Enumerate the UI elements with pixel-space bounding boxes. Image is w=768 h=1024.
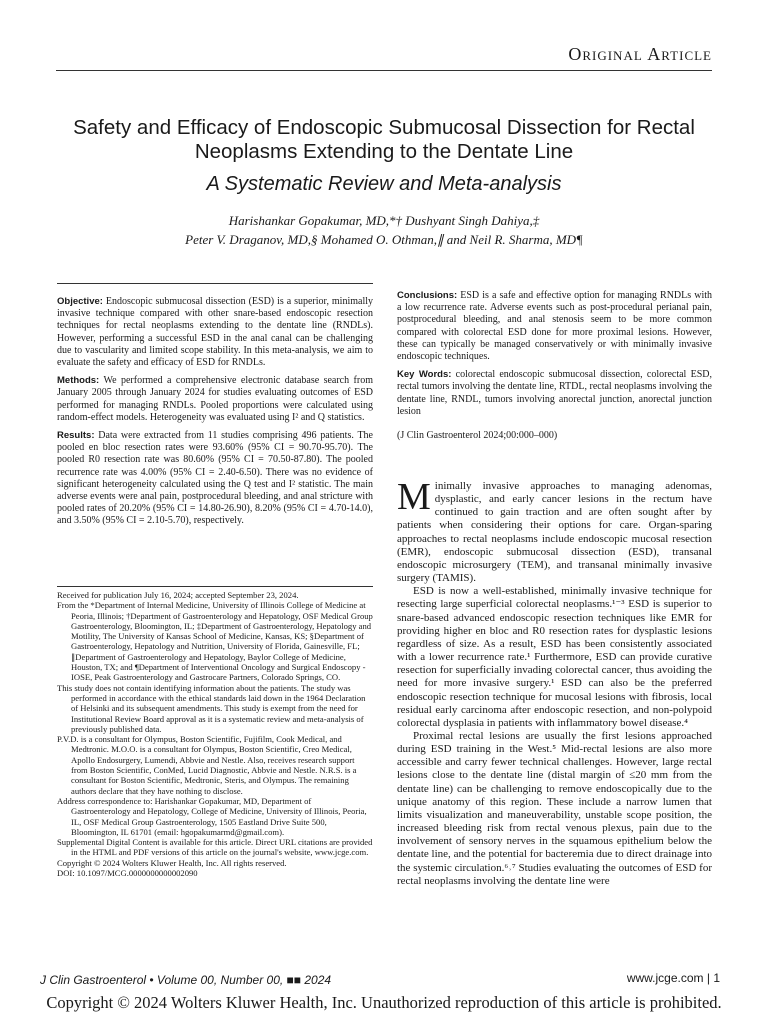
body-paragraph-1-text: inimally invasive approaches to managing adenomas, dysplastic, and early cancer lesions in the rectum have continued to gain traction and are often sought after by patients when considering their options for care. Organ-sparing approaches to rectal neoplasms include endoscopic mucosal resection (EMR), endoscopic submucosal dissection (ESD), transanal endoscopic microsurgery (TEM), and transanal minimally invasive surgery (TAMIS). — [397, 480, 712, 585]
note-affiliations: From the *Department of Internal Medicine, University of Illinois College of Medicine at Peoria, Illinois; †Department of Gastroenterology and Hepatology, OSF Medical Group Gastroenterology, Bloomington, IL; ‡Department of Gastroenterology, Hepatology and Motility, The University of Kansas School of Medicine, Kansas, KS; §Department of Gastroenterology, Hepatology and Nutrition, University of Florida, Gainesville, FL; ∥Department of Gastroenterology and Hepatology, Baylor College of Medicine, Houston, TX; and ¶Department of Interventional Oncology and Surgical Endoscopy - IOSE, Peak Gastroenterology and Gastrocare Partners, Colorado Springs, CO. — [57, 600, 373, 683]
author-line-1: Harishankar Gopakumar, MD,*† Dushyant Singh Dahiya,‡ — [228, 213, 540, 228]
abstract-keywords — [397, 369, 712, 418]
drop-cap: M — [397, 476, 431, 518]
methods-heading: Methods: — [57, 375, 100, 387]
article-type-label: Original Article — [568, 44, 712, 64]
note-ethics: This study does not contain identifying information about the patients. The study was performed in accordance with the ethical standards laid down in the 1964 Declaration of Helsinki and its subsequent amendments. This study is exempt from the need for Institutional Review Board approval as it is a systematic review and meta-analysis of previously published data. — [57, 682, 366, 734]
journal-citation: (J Clin Gastroenterol 2024;00:000–000) — [397, 430, 558, 441]
article-notes — [57, 590, 373, 878]
note-supplemental: Supplemental Digital Content is available for this article. Direct URL citations are provided in the HTML and PDF versions of this article on the journal's website, www.jcge.com. — [57, 837, 373, 858]
author-line-2: Peter V. Draganov, MD,§ Mohamed O. Othman,∥ and Neil R. Sharma, MD¶ — [185, 232, 583, 247]
abstract-conclusions — [397, 290, 712, 363]
abstract-results — [57, 430, 373, 528]
keywords-heading: Key Words: — [397, 369, 452, 381]
footer-journal-text: J Clin Gastroenterol • Volume 00, Number 00, ■■ 2024 — [40, 973, 332, 987]
keywords-text: colorectal endoscopic submucosal dissection, colorectal ESD, rectal tumors involving the dentate line, RTDL, rectal neoplasms involving the dentate line, RNDL, tumors involving anorectal junction, anorectal junction lesion — [397, 369, 712, 417]
abstract-methods — [57, 375, 373, 424]
footer-journal-info — [40, 973, 331, 987]
note-received: Received for publication July 16, 2024; accepted September 23, 2024. — [57, 590, 299, 600]
abstract-right-column — [397, 290, 712, 424]
objective-heading: Objective: — [57, 296, 103, 307]
conclusions-heading: Conclusions: — [397, 290, 458, 301]
body-paragraph-1 — [397, 476, 712, 585]
results-heading: Results: — [57, 430, 95, 442]
abstract-left-column — [57, 296, 373, 534]
results-text: Data were extracted from 11 studies comprising 496 patients. The pooled en bloc resection rates were 93.60% (95% CI = 90.70-95.70). The pooled R0 resection rate was 80.60% (95% CI = 70.50-87.80). The pooled recurrence rate was 4.00% (95% CI = 2.40-6.50). There was no evidence of significant heterogeneity calculated using the Q test and I² statistic. The main adverse events were anal pain, postprocedural bleeding, and anal stricture with pooled rates of 20.20% (95% CI = 14.80-26.90), 8.20% (95% CI = 4.70-14.0), and 3.50% (95% CI = 2.10-5.70), respectively. — [57, 430, 373, 527]
header-divider — [56, 70, 712, 71]
article-title: Safety and Efficacy of Endoscopic Submucosal Dissection for Rectal Neoplasms Extending to the Dentate Line — [73, 116, 695, 163]
abstract-divider — [57, 283, 373, 284]
note-doi: DOI: 10.1097/MCG.0000000000002090 — [57, 868, 198, 879]
notes-divider — [57, 586, 373, 587]
article-body — [397, 476, 712, 888]
methods-text: We performed a comprehensive electronic database search from January 2005 through January 2024 for studies evaluating outcomes of ESD performed for managing RNDLs. Pooled proportions were calculated using random-effect models. Heterogeneity was evaluated using I² and Q statistics. — [57, 375, 373, 423]
note-disclosures: P.V.D. is a consultant for Olympus, Boston Scientific, Fujifilm, Cook Medical, and Medtronic. M.O.O. is a consultant for Olympus, Boston Scientific, Creo Medical, Apollo Endosurgery, Lumendi, Abbvie and Nestle. Also, receives research support from Boston Scientific, ConMed, Lucid Diagnostic, Abbvie and Nestle. N.R.S. is a consultant for Boston Scientific, Medtronic, Steris, and Olympus. The remaining authors declare that they have nothing to disclose. — [57, 734, 357, 796]
conclusions-text: ESD is a safe and effective option for managing RNDLs with a low recurrence rate. Adverse events such as post-procedural perianal pain, postprocedural bleeding, and anal stenosis seem to be more common compared with colorectal ESD done for more proximal lesions. However, these can typically be managed conservatively or with minimally invasive endoscopic techniques. — [397, 290, 713, 363]
objective-text: Endoscopic submucosal dissection (ESD) is a superior, minimally invasive technique compared with other snare-based endoscopic resection techniques for rectal neoplasms extending to the dentate line (RNDLs). However, performing a successful ESD in the anal canal can be challenging due to vascularity and limited scope stability. In this meta-analysis, we aim to evaluate the safety and efficacy of ESD for RNDLs. — [57, 296, 373, 369]
copyright-notice: Copyright © 2024 Wolters Kluwer Health, Inc. Unauthorized reproduction of this article is prohibited. — [46, 993, 722, 1012]
footer-page-info: www.jcge.com | 1 — [626, 971, 720, 985]
body-paragraph-3: Proximal rectal lesions are usually the first lesions approached during ESD training in the West.⁵ Mid-rectal lesions are also more accessible and carry fewer technical challenges. However, large rectal lesions close to the dentate line (distal margin of ≤20 mm from the dentate line) can be challenging to remove endoscopically due to the unique anatomy of this region. These include a narrow lumen that limits visualization and maneuverability, unstable scope position, the increased bleeding risk from rectal venous plexus, pain due to the involvement of sensory nerves in the squamous epithelium below the dentate line, and the potential for bacteremia due to direct drainage into the systemic circulation.⁶˒⁷ Studies evaluating the outcomes of ESD for rectal neoplasms involving the dentate line were — [397, 729, 712, 887]
abstract-objective — [57, 296, 373, 369]
body-paragraph-2: ESD is now a well-established, minimally invasive technique for resecting large superficial colorectal neoplasms.¹⁻³ ESD is superior to snare-based advanced endoscopic resection techniques like EMR for providing higher en bloc and R0 resection rates for dysplastic lesions regardless of size. As a result, ESD has been consistently associated with a lower recurrence rate.¹ Furthermore, ESD can provide curative resection for superficially invading colorectal cancer, thus avoiding the need for more invasive surgery.¹ ESD can also be the preferred endoscopic resection technique for mucosal lesions with fibrosis, local residual early carcinoma after endoscopic resection, and non-polypoid colorectal dysplasia in patients with inflammatory bowel disease.⁴ — [397, 585, 712, 729]
note-copyright: Copyright © 2024 Wolters Kluwer Health, Inc. All rights reserved. — [57, 857, 287, 868]
note-correspondence: Address correspondence to: Harishankar Gopakumar, MD, Department of Gastroenterology and Hepatology, College of Medicine, University of Illinois, Peoria, IL, OSF Medical Group Gastroenterology, 1505 Eastland Drive Suite 500, Bloomington, IL 61701 (email: hgopakumarmd@gmail.com). — [57, 795, 367, 837]
article-subtitle: A Systematic Review and Meta-analysis — [206, 173, 562, 195]
